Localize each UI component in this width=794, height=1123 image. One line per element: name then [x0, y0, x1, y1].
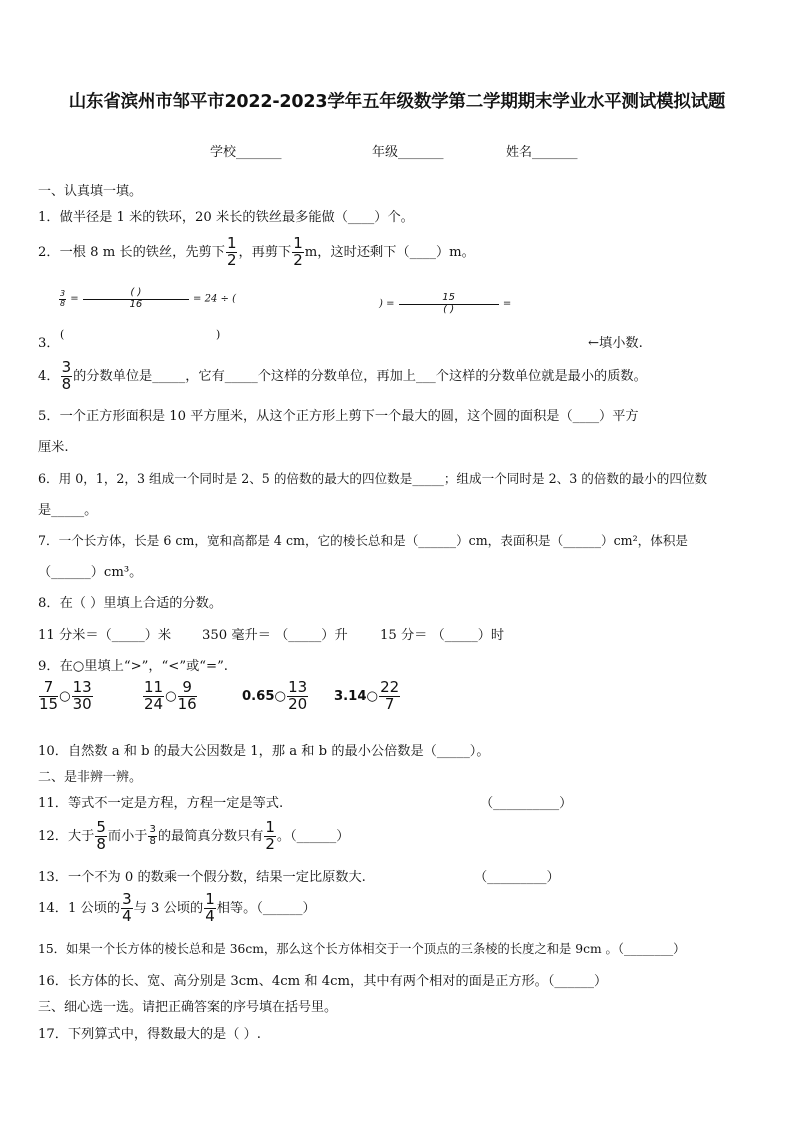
- question-13: 13．一个不为 0 的数乘一个假分数，结果一定比原数大.: [38, 870, 366, 885]
- name-field: 姓名_______: [506, 145, 578, 160]
- question-8-part-2: 350 毫升＝ （_____）升: [202, 628, 348, 643]
- question-7-cont: （______）cm³。: [38, 565, 143, 580]
- question-4: 4． $\frac{3}{8}$ 的分数单位是_____，它有_____个这样的分数单位，再加上___个这样的分数单位就是最小的质数。: [38, 358, 647, 393]
- compare-3: 0.65○ $\frac{13}{20}$: [242, 678, 308, 713]
- question-7: 7．一个长方体，长是 6 cm，宽和高都是 4 cm，它的棱长总和是（______）cm，表面积是（______）cm²，体积是: [38, 533, 689, 548]
- question-1: 1．做半径是 1 米的铁环，20 米长的铁丝最多能做（____）个。: [38, 210, 414, 225]
- page-title: 山东省滨州市邹平市2022-2023学年五年级数学第二学期期末学业水平测试模拟试题: [68, 92, 726, 112]
- grade-field: 年级_______: [372, 145, 444, 160]
- question-3-equation-2: ) = $\frac{15}{( )}$ =: [379, 292, 512, 315]
- question-14: 14．1 公顷的 $\frac{3}{4}$ 与 3 公顷的 $\frac{1}{4}$ 相等。（______）: [38, 890, 316, 925]
- question-16: 16．长方体的长、宽、高分别是 3cm、4cm 和 4cm，其中有两个相对的面是正方形。（______）: [38, 974, 608, 989]
- fraction: $\frac{1}{2}$: [226, 234, 237, 269]
- fraction: $\frac{3}{8}$: [60, 289, 66, 308]
- question-11-answer: （__________）: [480, 796, 573, 811]
- question-6: 6．用 0，1，2，3 组成一个同时是 2、5 的倍数的最大的四位数是_____；组成一个同时是 2、3 的倍数的最小的四位数: [38, 471, 708, 486]
- question-8-part-1: 11 分米＝（_____）米: [38, 628, 172, 643]
- question-3-hint: ←填小数.: [588, 336, 643, 351]
- question-8-part-3: 15 分＝ （_____）时: [380, 628, 505, 643]
- fraction: $\frac{3}{8}$: [61, 358, 72, 393]
- question-17: 17．下列算式中，得数最大的是（ ）.: [38, 1027, 261, 1042]
- question-6-cont: 是_____。: [38, 503, 98, 518]
- section-1-heading: 一、认真填一填。: [38, 184, 143, 199]
- question-15: 15．如果一个长方体的棱长总和是 36cm，那么这个长方体相交于一个顶点的三条棱的长度之和是 9cm 。（________）: [38, 942, 686, 956]
- section-3-heading: 三、细心选一选。请把正确答案的序号填在括号里。: [38, 1000, 338, 1015]
- question-10: 10．自然数 a 和 b 的最大公因数是 1，那 a 和 b 的最小公倍数是（_____）。: [38, 744, 490, 759]
- question-5: 5．一个正方形面积是 10 平方厘米，从这个正方形上剪下一个最大的圆，这个圆的面积是（____）平方: [38, 409, 639, 424]
- question-2: 2．一根 8 m 长的铁丝，先剪下 $\frac{1}{2}$ ，再剪下 $\frac{1}{2}$ m，这时还剩下（____）m。: [38, 234, 475, 269]
- question-13-answer: （_________）: [474, 870, 560, 885]
- paren-close: ): [216, 328, 221, 341]
- paren-open: (: [60, 328, 65, 341]
- fraction-blank: $\frac{15}{( )}$: [399, 293, 499, 315]
- school-field: 学校_______: [210, 145, 282, 160]
- fraction-blank: $\frac{( )}{16}$: [83, 288, 189, 310]
- question-9: 9．在○里填上“>”，“<”或“=”.: [38, 659, 229, 674]
- question-5-cont: 厘米.: [38, 440, 69, 455]
- fraction: $\frac{1}{2}$: [293, 234, 303, 269]
- question-3-number: 3．: [38, 336, 60, 351]
- question-8: 8．在（ ）里填上合适的分数。: [38, 596, 223, 611]
- question-3-equation: $\frac{3}{8}$ = $\frac{( )}{16}$ = 24 ÷ (: [60, 287, 236, 310]
- section-2-heading: 二、是非辨一辨。: [38, 770, 143, 785]
- compare-1: $\frac{7}{15}$ ○ $\frac{13}{30}$: [39, 678, 92, 713]
- question-12: 12．大于 $\frac{5}{8}$ 而小于 $\frac{3}{8}$ 的最简真分数只有 $\frac{1}{2}$ 。（______）: [38, 818, 350, 853]
- compare-2: $\frac{11}{24}$ ○ $\frac{9}{16}$: [144, 678, 197, 713]
- question-11: 11．等式不一定是方程，方程一定是等式.: [38, 796, 284, 811]
- compare-4: 3.14○ $\frac{22}{7}$: [334, 678, 400, 713]
